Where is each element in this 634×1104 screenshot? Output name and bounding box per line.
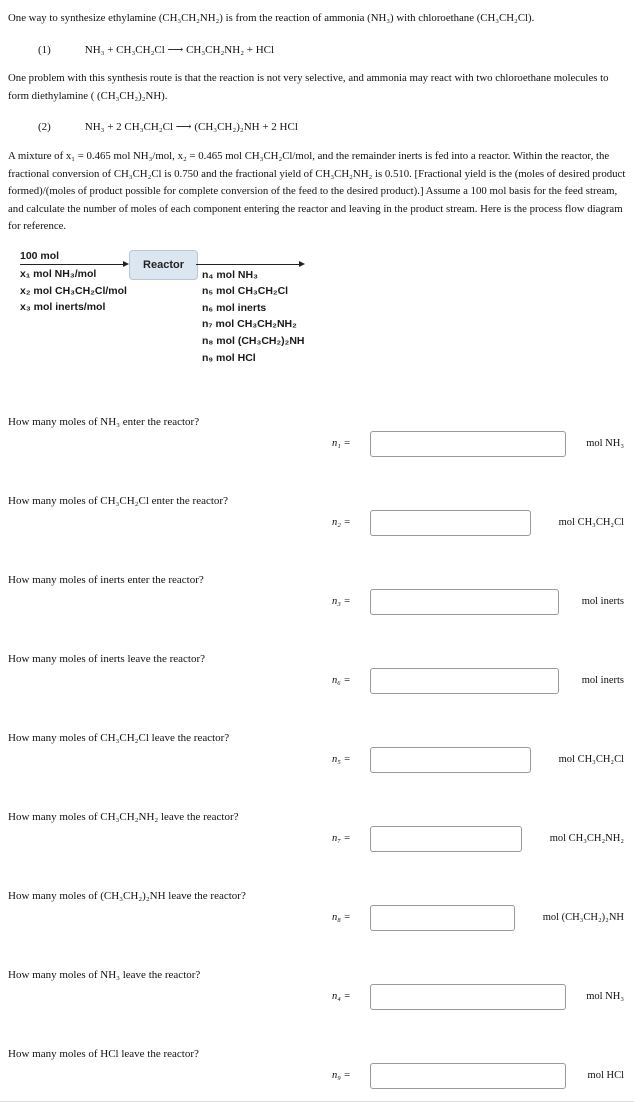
reaction-1-number: (1) (38, 44, 51, 56)
answer-input-n1[interactable] (370, 431, 566, 457)
answer-input-n3[interactable] (370, 589, 559, 615)
reaction-2 (38, 120, 298, 133)
answer-input-n8[interactable] (370, 905, 515, 931)
answer-input-n7[interactable] (370, 826, 522, 852)
product-arrowhead (299, 261, 305, 267)
unit-label: mol inerts (581, 596, 624, 607)
question-text: How many moles of HCl leave the reactor? (8, 1048, 199, 1060)
variable-label: n₁ = (332, 438, 351, 449)
unit-label: mol CH₃CH₂NH₂ (549, 833, 624, 844)
feed-arrow-line (20, 264, 123, 265)
feed-x3: x₃ mol inerts/mol (20, 301, 106, 313)
reactor-box: Reactor (129, 250, 198, 280)
unit-label: mol NH₃ (586, 438, 624, 449)
question-text: How many moles of NH₃ leave the reactor? (8, 969, 201, 981)
feed-x1: x₁ mol NH₃/mol (20, 268, 97, 280)
intro-line: One way to synthesize ethylamine (CH₃CH₂NH₂) is from the reaction of ammonia (NH₃) with chloroethane (CH₃CH₂Cl). (8, 12, 535, 24)
product-n4: n₄ mol NH₃ (202, 269, 258, 281)
bottom-divider (0, 1101, 634, 1102)
question-text: How many moles of NH₃ enter the reactor? (8, 416, 200, 428)
unit-label: mol HCl (587, 1070, 624, 1081)
answer-input-n2[interactable] (370, 510, 531, 536)
product-n9: n₉ mol HCl (202, 352, 256, 364)
unit-label: mol CH₃CH₂Cl (558, 754, 624, 765)
variable-label: n₉ = (332, 1070, 351, 1081)
answer-input-n9[interactable] (370, 1063, 566, 1089)
product-n7: n₇ mol CH₃CH₂NH₂ (202, 318, 297, 330)
unit-label: mol NH₃ (586, 991, 624, 1002)
answer-input-n6[interactable] (370, 668, 559, 694)
product-n8: n₈ mol (CH₃CH₂)₂NH (202, 335, 305, 347)
question-text: How many moles of CH₃CH₂NH₂ leave the reactor? (8, 811, 239, 823)
question-text: How many moles of inerts enter the reactor? (8, 574, 204, 586)
question-text: How many moles of inerts leave the reactor? (8, 653, 206, 665)
variable-label: n₅ = (332, 754, 351, 765)
answer-input-n4[interactable] (370, 984, 566, 1010)
variable-label: n₆ = (332, 675, 351, 686)
variable-label: n₈ = (332, 912, 351, 923)
variable-label: n₇ = (332, 833, 351, 844)
unit-label: mol inerts (581, 675, 624, 686)
problem-paragraph: One problem with this synthesis route is that the reaction is not very selective, and ammonia may react with two chloroethane molecules to form diethylamine ( (CH₃CH₂)₂NH). (8, 72, 609, 102)
variable-label: n₂ = (332, 517, 351, 528)
unit-label: mol (CH₃CH₂)₂NH (542, 912, 624, 923)
variable-label: n₄ = (332, 991, 351, 1002)
reaction-2-equation: NH₃ + 2 CH₃CH₂Cl ⟶ (CH₃CH₂)₂NH + 2 HCl (84, 121, 298, 133)
product-arrow-line (196, 264, 299, 265)
reaction-1 (38, 43, 274, 56)
answer-input-n5[interactable] (370, 747, 531, 773)
feed-total: 100 mol (20, 250, 60, 262)
reaction-1-equation: NH₃ + CH₃CH₂Cl ⟶ CH₃CH₂NH₂ + HCl (84, 44, 275, 56)
reaction-2-number: (2) (38, 121, 51, 133)
question-text: How many moles of (CH₃CH₂)₂NH leave the reactor? (8, 890, 246, 902)
question-text: How many moles of CH₃CH₂Cl enter the reactor? (8, 495, 228, 507)
product-n6: n₆ mol inerts (202, 302, 267, 314)
question-text: How many moles of CH₃CH₂Cl leave the reactor? (8, 732, 230, 744)
unit-label: mol CH₃CH₂Cl (558, 517, 624, 528)
feed-x2: x₂ mol CH₃CH₂Cl/mol (20, 285, 127, 297)
problem-description: A mixture of x₁ = 0.465 mol NH₃/mol, x₂ = 0.465 mol CH₃CH₂Cl/mol, and the remainder inerts is fed into a reactor. Within the reactor, the fractional conversion of CH₃CH₂Cl is 0.750 and the fractional yield of CH₃CH₂NH₂ is 0.510. [Fractional yield is the (moles of desired product formed)/(moles of product possible for complete conversion of the feed to the desired product).] Assume a 100 mol basis for the feed stream, and calculate the number of moles of each component entering the reactor and leaving in the product stream. Here is the process flow diagram for reference. (8, 150, 626, 233)
product-n5: n₅ mol CH₃CH₂Cl (202, 285, 289, 297)
variable-label: n₃ = (332, 596, 351, 607)
